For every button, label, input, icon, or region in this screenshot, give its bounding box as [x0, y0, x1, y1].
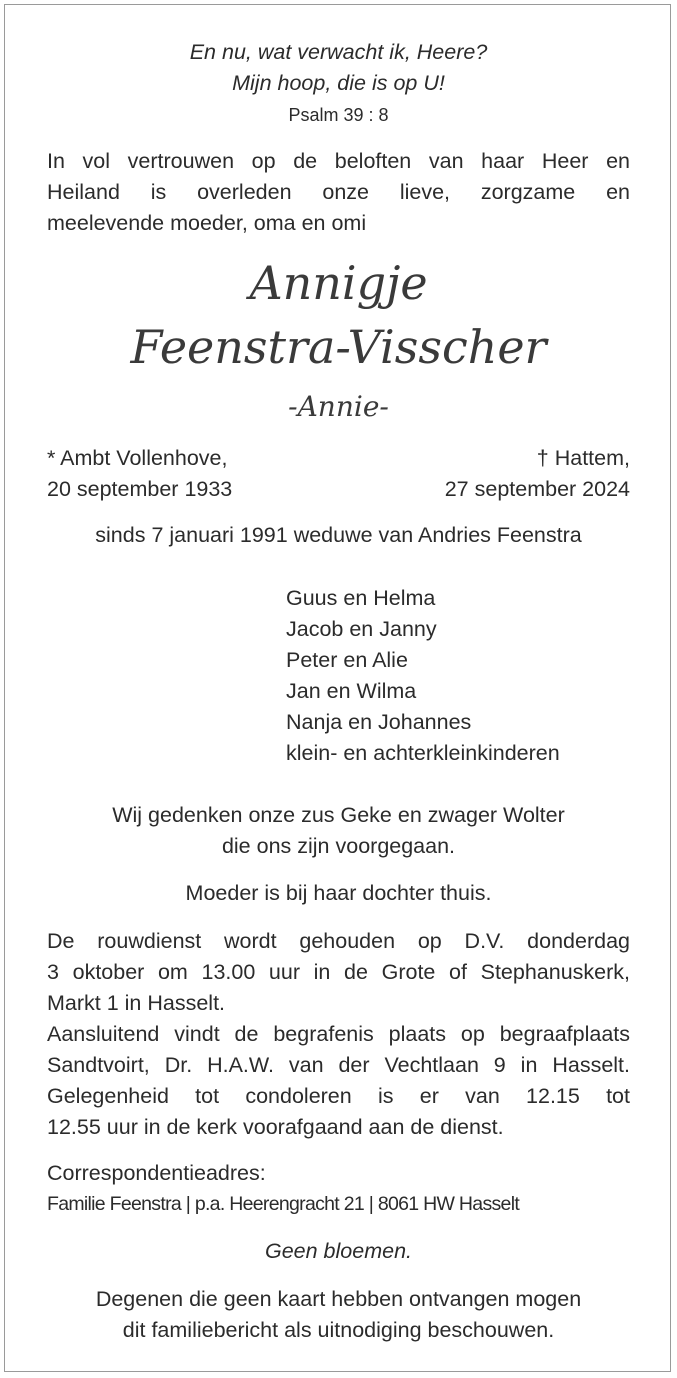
service-line-2: 3 oktober om 13.00 uur in de Grote of Stephanuskerk, — [47, 960, 630, 984]
intro-line-1: In vol vertrouwen op de beloften van haar Heer en — [47, 149, 630, 173]
deceased-surname: Feenstra-Visscher — [130, 320, 547, 374]
service-line-5: Sandtvoirt, Dr. H.A.W. van der Vechtlaan 9 in Hasselt. — [47, 1053, 630, 1077]
birth-date: 20 september 1933 — [47, 477, 233, 501]
birth-place: * Ambt Vollenhove, — [47, 446, 228, 470]
family-member: Jacob en Janny — [286, 617, 437, 641]
service-line-4: Aansluitend vindt de begrafenis plaats op begraafplaats — [47, 1022, 630, 1046]
verse-reference: Psalm 39 : 8 — [288, 105, 389, 125]
closing-line-1: Degenen die geen kaart hebben ontvangen mogen — [95, 1287, 582, 1311]
remembrance-line-1: Wij gedenken onze zus Geke en zwager Wolter — [112, 803, 565, 827]
no-flowers: Geen bloemen. — [264, 1239, 412, 1263]
correspondence-address: Familie Feenstra | p.a. Heerengracht 21 | 8061 HW Hasselt — [47, 1193, 520, 1215]
service-line-6: Gelegenheid tot condoleren is er van 12.15 tot — [47, 1084, 630, 1108]
family-member: Jan en Wilma — [286, 679, 417, 703]
family-member: Nanja en Johannes — [286, 710, 472, 734]
correspondence-label: Correspondentieadres: — [47, 1161, 266, 1185]
intro-line-2: Heiland is overleden onze lieve, zorgzame en — [47, 180, 630, 204]
service-line-1: De rouwdienst wordt gehouden op D.V. donderdag — [47, 929, 630, 953]
death-date: 27 september 2024 — [444, 477, 630, 501]
remembrance-line-2: die ons zijn voorgegaan. — [221, 834, 456, 858]
death-place: † Hattem, — [536, 446, 630, 470]
deceased-nickname: -Annie- — [288, 390, 389, 423]
verse-line-1: En nu, wat verwacht ik, Heere? — [189, 40, 488, 64]
widow-line: sinds 7 januari 1991 weduwe van Andries Feenstra — [95, 523, 582, 547]
at-home-line: Moeder is bij haar dochter thuis. — [185, 881, 492, 905]
intro-line-3: meelevende moeder, oma en omi — [47, 211, 367, 235]
service-line-7: 12.55 uur in de kerk voorafgaand aan de dienst. — [47, 1115, 504, 1139]
family-member: Peter en Alie — [286, 648, 408, 672]
family-member: klein- en achterkleinkinderen — [286, 741, 560, 765]
service-line-3: Markt 1 in Hasselt. — [47, 991, 226, 1015]
deceased-first-name: Annigje — [249, 256, 428, 310]
verse-line-2: Mijn hoop, die is op U! — [232, 71, 445, 95]
closing-line-2: dit familiebericht als uitnodiging beschouwen. — [122, 1318, 555, 1342]
family-member: Guus en Helma — [286, 586, 436, 610]
